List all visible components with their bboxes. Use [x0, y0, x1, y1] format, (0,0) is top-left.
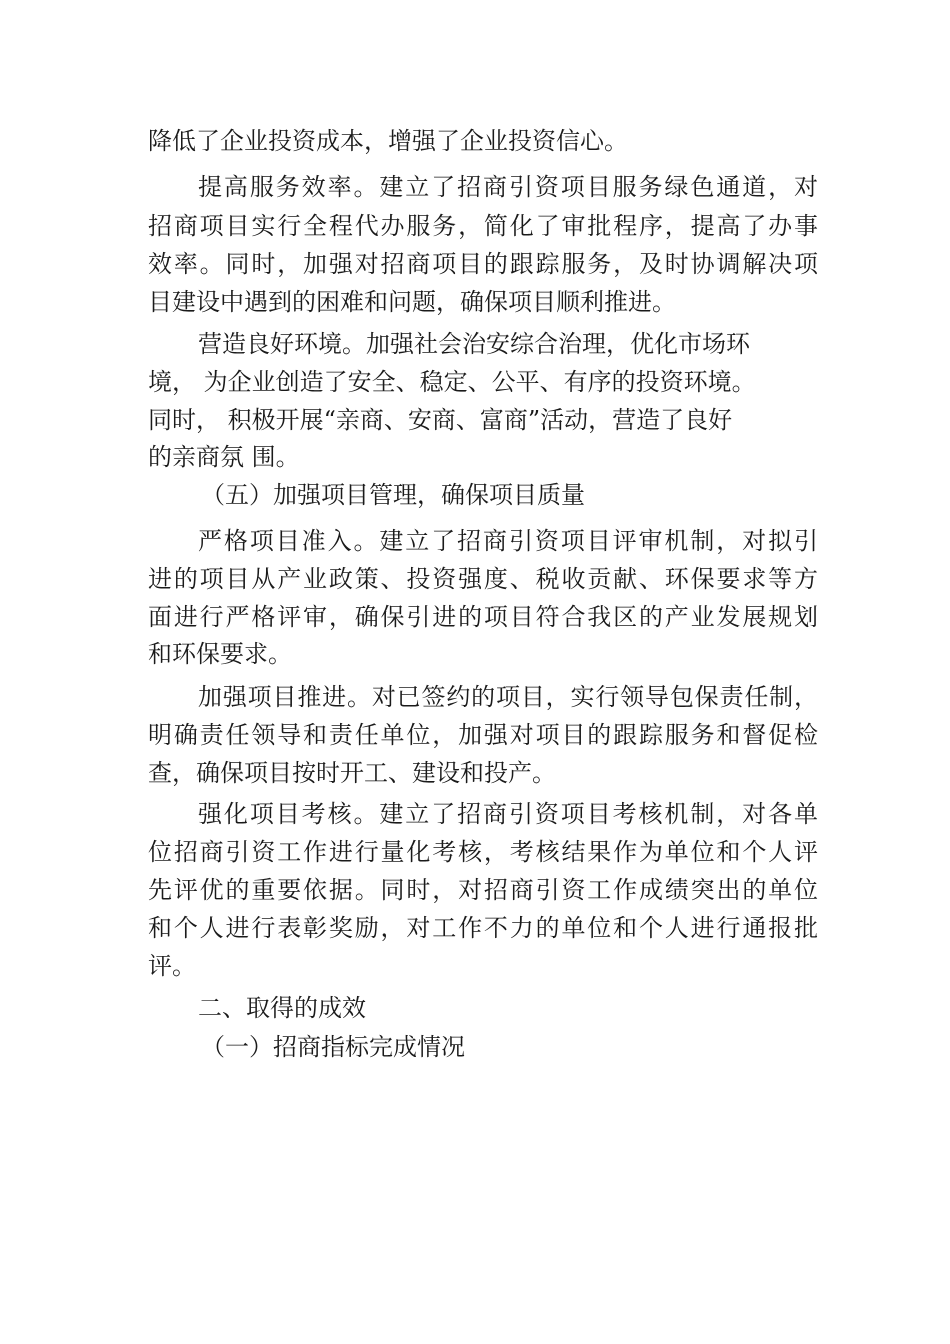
text-line: 的亲商氛 围。 — [148, 443, 300, 471]
text-line: 招商项目实行全程代办服务，简化了审批程序，提高了办事 — [148, 212, 818, 240]
text-line: 面进行严格评审，确保引进的项目符合我区的产业发展规划 — [148, 603, 818, 631]
text-line: 查，确保项目按时开工、建设和投产。 — [148, 759, 556, 787]
paragraph-line: 严格项目准入。建立了招商引资项目评审机制，对拟引 — [198, 527, 818, 555]
subsection-heading: （一）招商指标完成情况 — [201, 1033, 465, 1061]
text-line: 降低了企业投资成本，增强了企业投资信心。 — [148, 127, 628, 155]
section-heading: （五）加强项目管理，确保项目质量 — [201, 481, 585, 509]
text-line: 先评优的重要依据。同时，对招商引资工作成绩突出的单位 — [148, 876, 818, 904]
paragraph-line: 强化项目考核。建立了招商引资项目考核机制，对各单 — [198, 800, 818, 828]
text-line: 境， 为企业创造了安全、稳定、公平、有序的投资环境。 — [148, 368, 756, 396]
text-line: 效率。同时，加强对招商项目的跟踪服务，及时协调解决项 — [148, 250, 818, 278]
paragraph-line: 营造良好环境。加强社会治安综合治理，优化市场环 — [198, 330, 750, 358]
section-heading: 二、取得的成效 — [198, 994, 366, 1022]
text-line: 进的项目从产业政策、投资强度、税收贡献、环保要求等方 — [148, 565, 818, 593]
text-line: 同时， 积极开展“亲商、安商、富商”活动，营造了良好 — [148, 406, 733, 434]
text-line: 位招商引资工作进行量化考核，考核结果作为单位和个人评 — [148, 838, 818, 866]
paragraph-line: 提高服务效率。建立了招商引资项目服务绿色通道，对 — [198, 173, 818, 201]
text-line: 评。 — [148, 952, 196, 980]
paragraph-line: 加强项目推进。对已签约的项目，实行领导包保责任制， — [198, 683, 818, 711]
text-line: 和个人进行表彰奖励，对工作不力的单位和个人进行通报批 — [148, 914, 818, 942]
text-line: 和环保要求。 — [148, 640, 292, 668]
text-line: 明确责任领导和责任单位，加强对项目的跟踪服务和督促检 — [148, 721, 818, 749]
text-line: 目建设中遇到的困难和问题，确保项目顺利推进。 — [148, 288, 676, 316]
